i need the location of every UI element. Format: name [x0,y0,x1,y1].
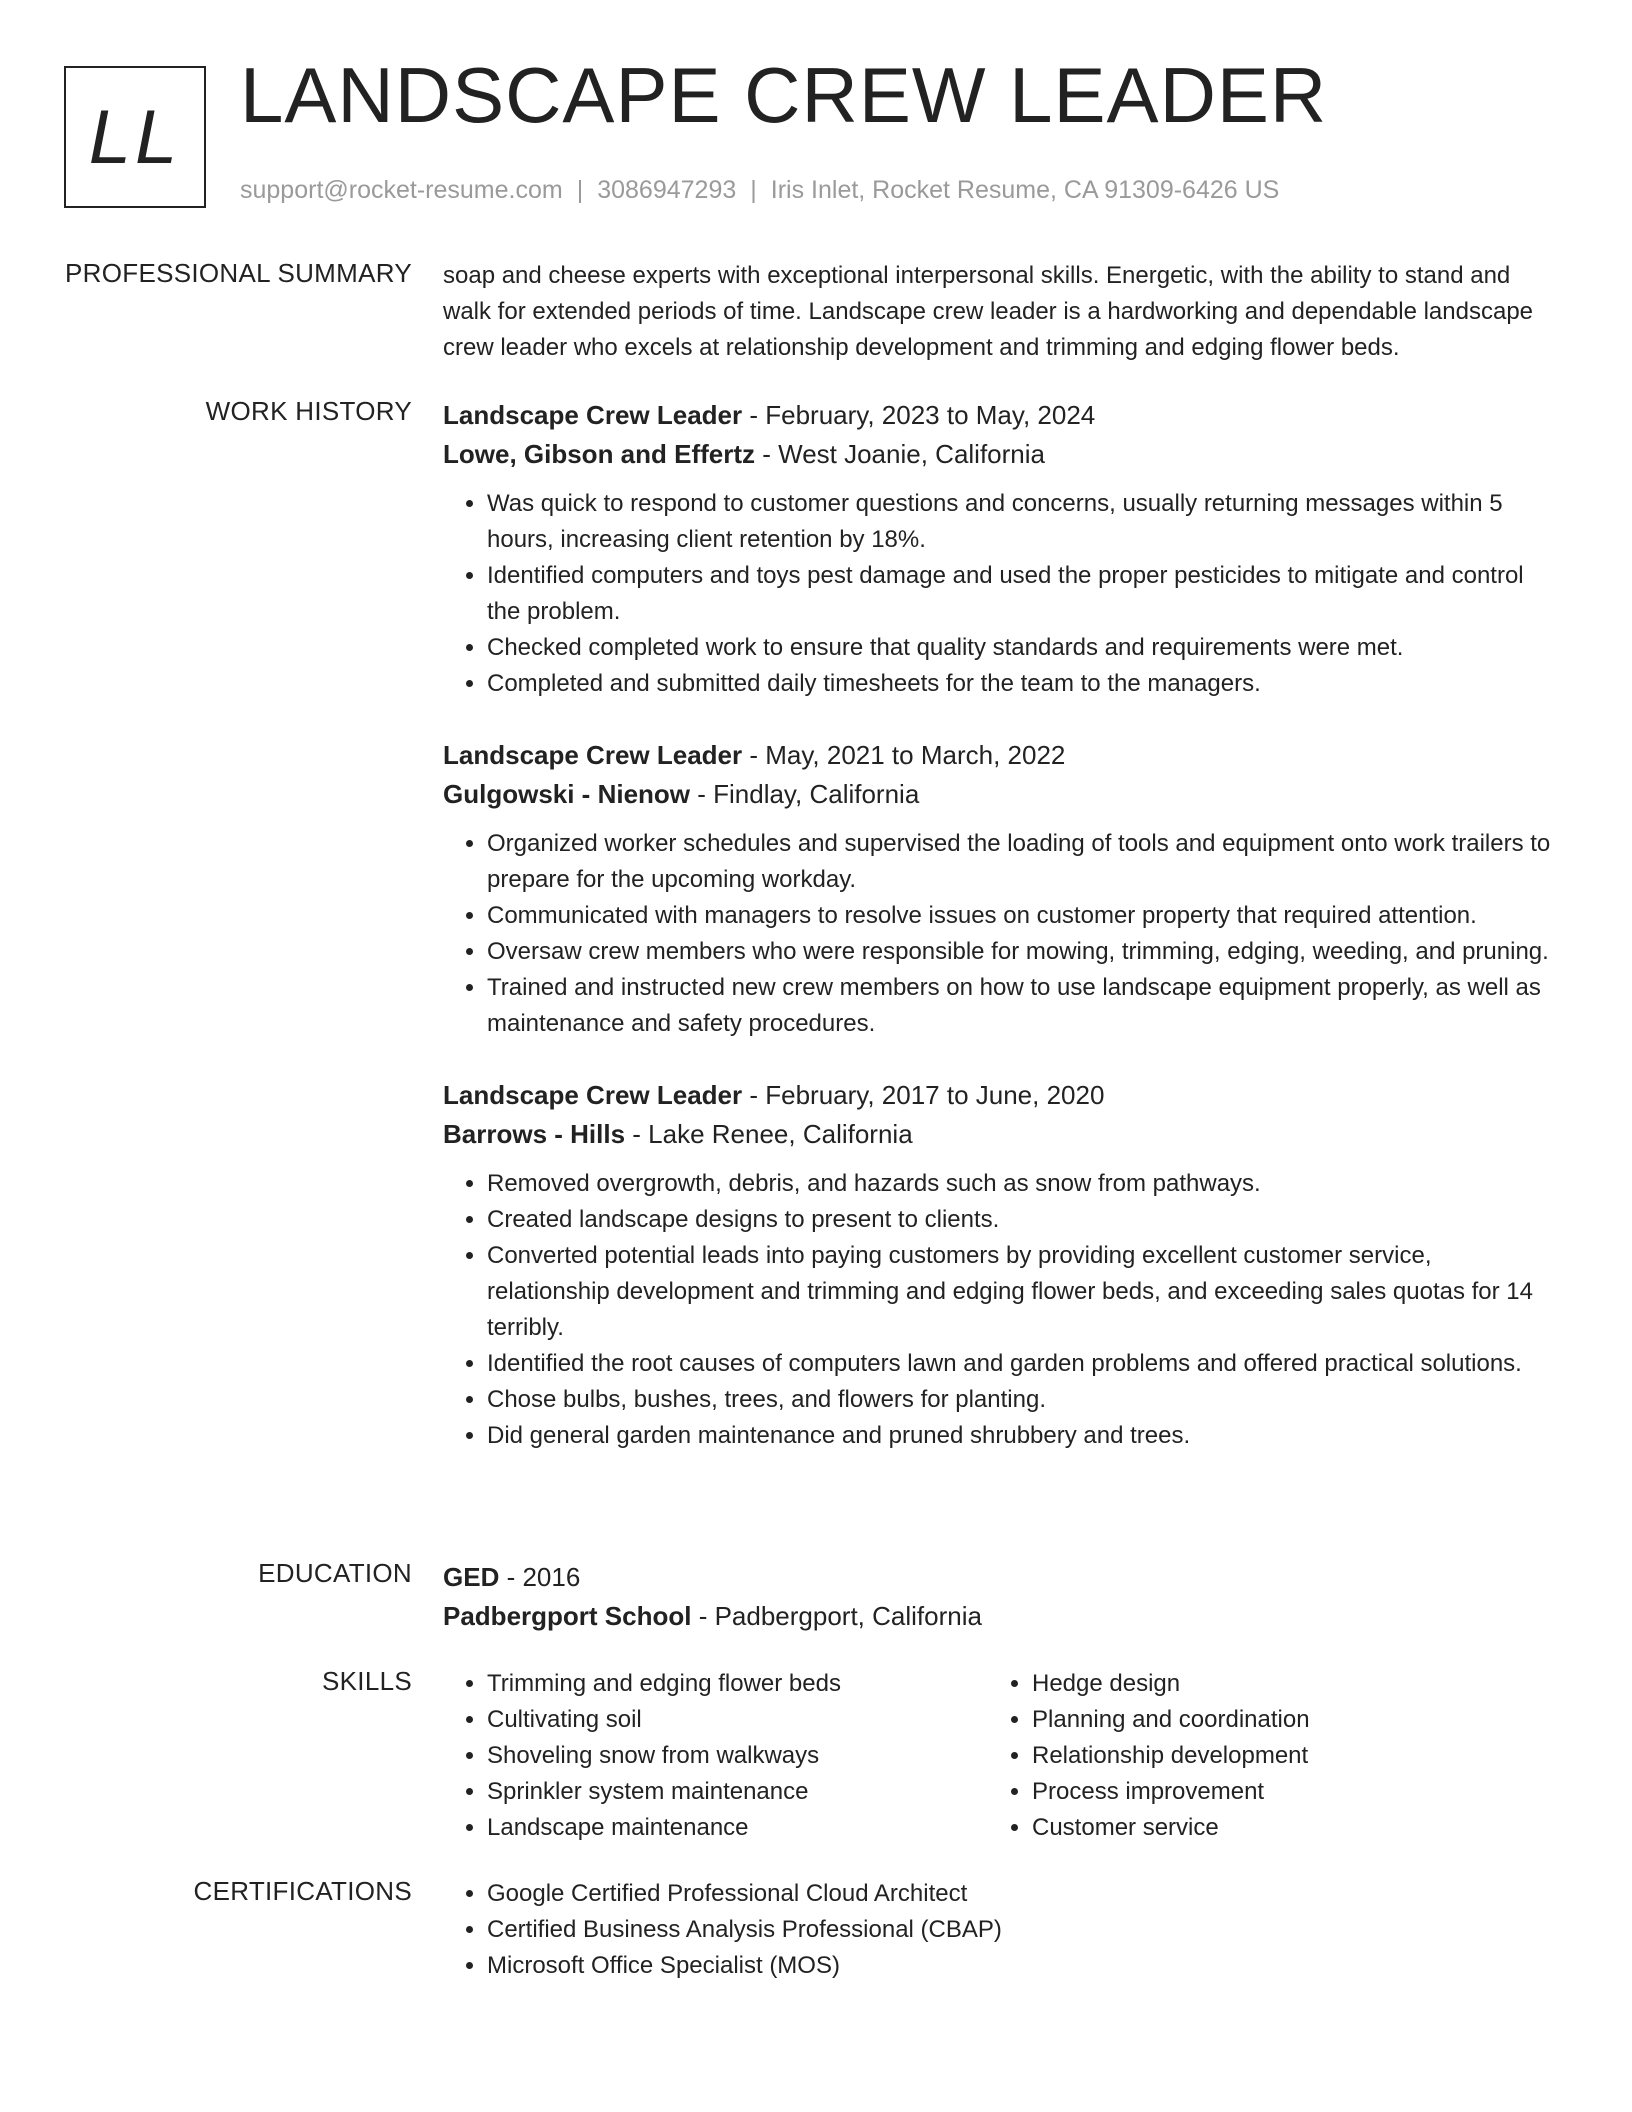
job-title: Landscape Crew Leader [443,1080,743,1110]
job-bullet: • Communicated with managers to resolve issues on customer property that required attention. [487,898,1558,934]
job-bullet: • Checked completed work to ensure that quality standards and requirements were met. [487,630,1558,666]
contact-separator: | [576,176,584,204]
job-bullet: • Identified the root causes of computers lawn and garden problems and offered practical solutions. [487,1346,1558,1382]
education-degree: GED [443,1562,500,1592]
job-company: Lowe, Gibson and Effertz [443,439,756,469]
job-dates: - May, 2021 to March, 2022 [742,740,1066,770]
job-title: Landscape Crew Leader [443,740,743,770]
job-bullet: • Created landscape designs to present to clients. [487,1202,1558,1238]
job-location: - West Joanie, California [755,439,1045,469]
certification-item: • Google Certified Professional Cloud Architect [487,1876,1558,1912]
job-bullet: • Identified computers and toys pest damage and used the proper pesticides to mitigate and control the problem. [487,558,1558,630]
job-bullet: • Converted potential leads into paying customers by providing excellent customer service, relationship development and trimming and edging flower beds, and exceeding sales quotas for 14 terribly. [487,1238,1558,1346]
job-company-line [443,435,1558,474]
skills-list-left [443,1666,988,1846]
skill-item: • Landscape maintenance [487,1810,988,1846]
skills-columns [443,1666,1558,1846]
contact-separator: | [750,176,757,204]
skill-item: • Shoveling snow from walkways [487,1738,988,1774]
job-bullet: • Completed and submitted daily timesheets for the team to the managers. [487,666,1558,702]
job-bullets [443,826,1558,1042]
contact-line [240,176,1279,205]
job-company-line [443,775,1558,814]
monogram-logo: LL [64,66,206,208]
job-company: Barrows - Hills [443,1119,626,1149]
education-school: Padbergport School [443,1601,692,1631]
certification-item: • Microsoft Office Specialist (MOS) [487,1948,1558,1984]
skill-item: • Cultivating soil [487,1702,988,1738]
contact-email: support@rocket-resume.com [240,176,563,204]
skills-body [443,1666,1558,1846]
job-entry [443,1076,1558,1454]
skill-item: • Planning and coordination [1032,1702,1533,1738]
job-bullet: • Was quick to respond to customer questions and concerns, usually returning messages within 5 hours, increasing client retention by 18%. [487,486,1558,558]
education-location: - Padbergport, California [691,1601,982,1631]
job-bullet: • Trained and instructed new crew members on how to use landscape equipment properly, as well as maintenance and safety procedures. [487,970,1558,1042]
job-bullet: • Did general garden maintenance and pruned shrubbery and trees. [487,1418,1558,1454]
skill-item: • Customer service [1032,1810,1533,1846]
section-label-summary: PROFESSIONAL SUMMARY [65,258,412,288]
job-location: - Findlay, California [690,779,920,809]
summary-body [443,258,1558,366]
skill-item: • Trimming and edging flower beds [487,1666,988,1702]
job-bullet: • Removed overgrowth, debris, and hazards such as snow from pathways. [487,1166,1558,1202]
education-year: - 2016 [499,1562,581,1592]
education-school-line [443,1597,1558,1636]
summary-text: soap and cheese experts with exceptional interpersonal skills. Energetic, with the ability to stand and walk for extended periods of time. Landscape crew leader is a hardworking and dependable landscape crew leader who excels at relationship development and trimming and edging flower beds. [443,262,1534,361]
job-company: Gulgowski - Nienow [443,779,691,809]
skills-column-left [443,1666,988,1846]
job-bullets [443,486,1558,702]
education-body [443,1558,1558,1636]
certification-item: • Certified Business Analysis Professional (CBAP) [487,1912,1558,1948]
work-history-body [443,396,1558,1488]
job-title-line [443,736,1558,775]
job-dates: - February, 2017 to June, 2020 [742,1080,1105,1110]
job-location: - Lake Renee, California [625,1119,913,1149]
resume-title: LANDSCAPE CREW LEADER [240,51,1328,139]
contact-address: Iris Inlet, Rocket Resume, CA 91309-6426 US [770,176,1280,204]
section-label-certifications: CERTIFICATIONS [193,1876,412,1906]
job-entry [443,736,1558,1042]
skill-item: • Sprinkler system maintenance [487,1774,988,1810]
job-entry [443,396,1558,702]
certifications-list [443,1876,1558,1984]
job-bullet: • Chose bulbs, bushes, trees, and flowers for planting. [487,1382,1558,1418]
education-degree-line [443,1558,1558,1597]
contact-phone: 3086947293 [597,176,737,204]
job-title-line [443,396,1558,435]
job-bullet: • Organized worker schedules and supervised the loading of tools and equipment onto work trailers to prepare for the upcoming workday. [487,826,1558,898]
section-label-work-history: WORK HISTORY [205,396,412,426]
job-company-line [443,1115,1558,1154]
skills-column-right [988,1666,1533,1846]
job-bullet: • Oversaw crew members who were responsible for mowing, trimming, edging, weeding, and pruning. [487,934,1558,970]
job-title: Landscape Crew Leader [443,400,743,430]
certifications-body [443,1876,1558,1984]
skill-item: • Process improvement [1032,1774,1533,1810]
job-title-line [443,1076,1558,1115]
section-label-education: EDUCATION [258,1558,412,1588]
skill-item: • Hedge design [1032,1666,1533,1702]
skill-item: • Relationship development [1032,1738,1533,1774]
job-dates: - February, 2023 to May, 2024 [742,400,1096,430]
job-bullets [443,1166,1558,1454]
section-label-skills: SKILLS [322,1666,412,1696]
skills-list-right [988,1666,1533,1846]
